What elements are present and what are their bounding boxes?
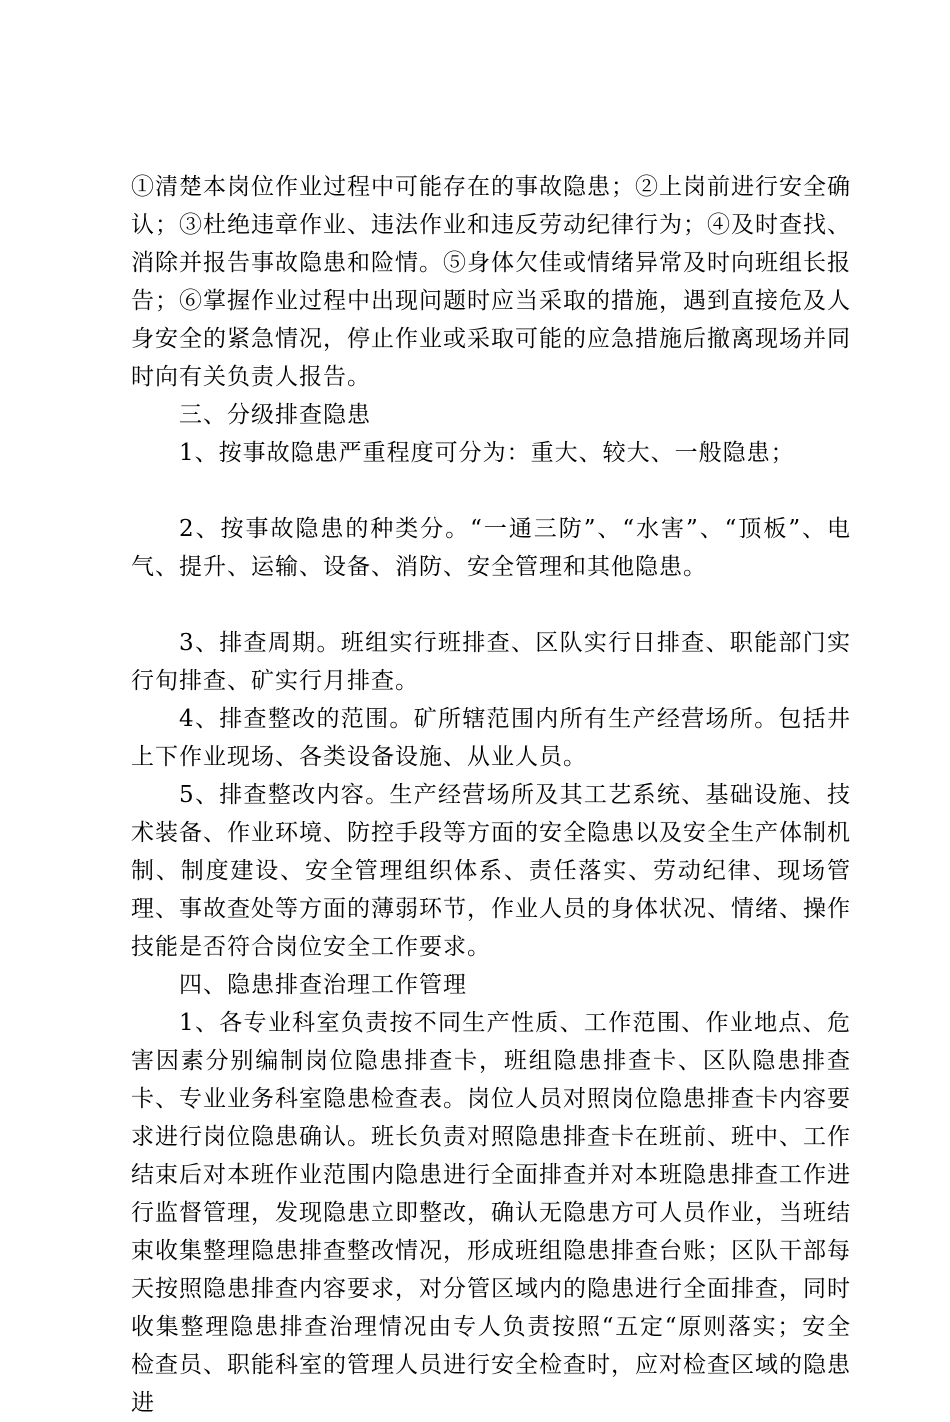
paragraph-duties: ①清楚本岗位作业过程中可能存在的事故隐患；②上岗前进行安全确认；③杜绝违章作业、违法作业和违反劳动纪律行为；④及时查找、消除并报告事故隐患和险情。⑤身体欠佳或情绪异常及时向班组长报告；⑥掌握作业过程中出现问题时应当采取的措施，遇到直接危及人身安全的紧急情况，停止作业或采取可能的应急措施后撤离现场并同时向有关负责人报告。 bbox=[131, 174, 851, 390]
document-page bbox=[131, 168, 851, 1422]
paragraph-severity: 1、按事故隐患严重程度可分为：重大、较大、一般隐患； bbox=[179, 440, 795, 466]
paragraph-scope: 4、排查整改的范围。矿所辖范围内所有生产经营场所。包括井上下作业现场、各类设备设施、从业人员。 bbox=[131, 706, 851, 770]
section-heading-3: 三、分级排查隐患 bbox=[179, 402, 371, 428]
paragraph-categories: 2、按事故隐患的种类分。“一通三防”、“水害”、“顶板”、电气、提升、运输、设备、消防、安全管理和其他隐患。 bbox=[131, 516, 851, 580]
paragraph-content: 5、排查整改内容。生产经营场所及其工艺系统、基础设施、技术装备、作业环境、防控手段等方面的安全隐患以及安全生产体制机制、制度建设、安全管理组织体系、责任落实、劳动纪律、现场管理、事故查处等方面的薄弱环节，作业人员的身体状况、情绪、操作技能是否符合岗位安全工作要求。 bbox=[131, 782, 851, 960]
paragraph-period: 3、排查周期。班组实行班排查、区队实行日排查、职能部门实行旬排查、矿实行月排查。 bbox=[131, 630, 851, 694]
paragraph-management: 1、各专业科室负责按不同生产性质、工作范围、作业地点、危害因素分别编制岗位隐患排查卡，班组隐患排查卡、区队隐患排查卡、专业业务科室隐患检查表。岗位人员对照岗位隐患排查卡内容要求进行岗位隐患确认。班长负责对照隐患排查卡在班前、班中、工作结束后对本班作业范围内隐患进行全面排查并对本班隐患排查工作进行监督管理，发现隐患立即整改，确认无隐患方可人员作业，当班结束收集整理隐患排查整改情况，形成班组隐患排查台账；区队干部每天按照隐患排查内容要求，对分管区域内的隐患进行全面排查，同时收集整理隐患排查治理情况由专人负责按照“五定“原则落实；安全检查员、职能科室的管理人员进行安全检查时，应对检查区域的隐患进 bbox=[131, 1010, 851, 1416]
section-heading-4: 四、隐患排查治理工作管理 bbox=[179, 972, 467, 998]
